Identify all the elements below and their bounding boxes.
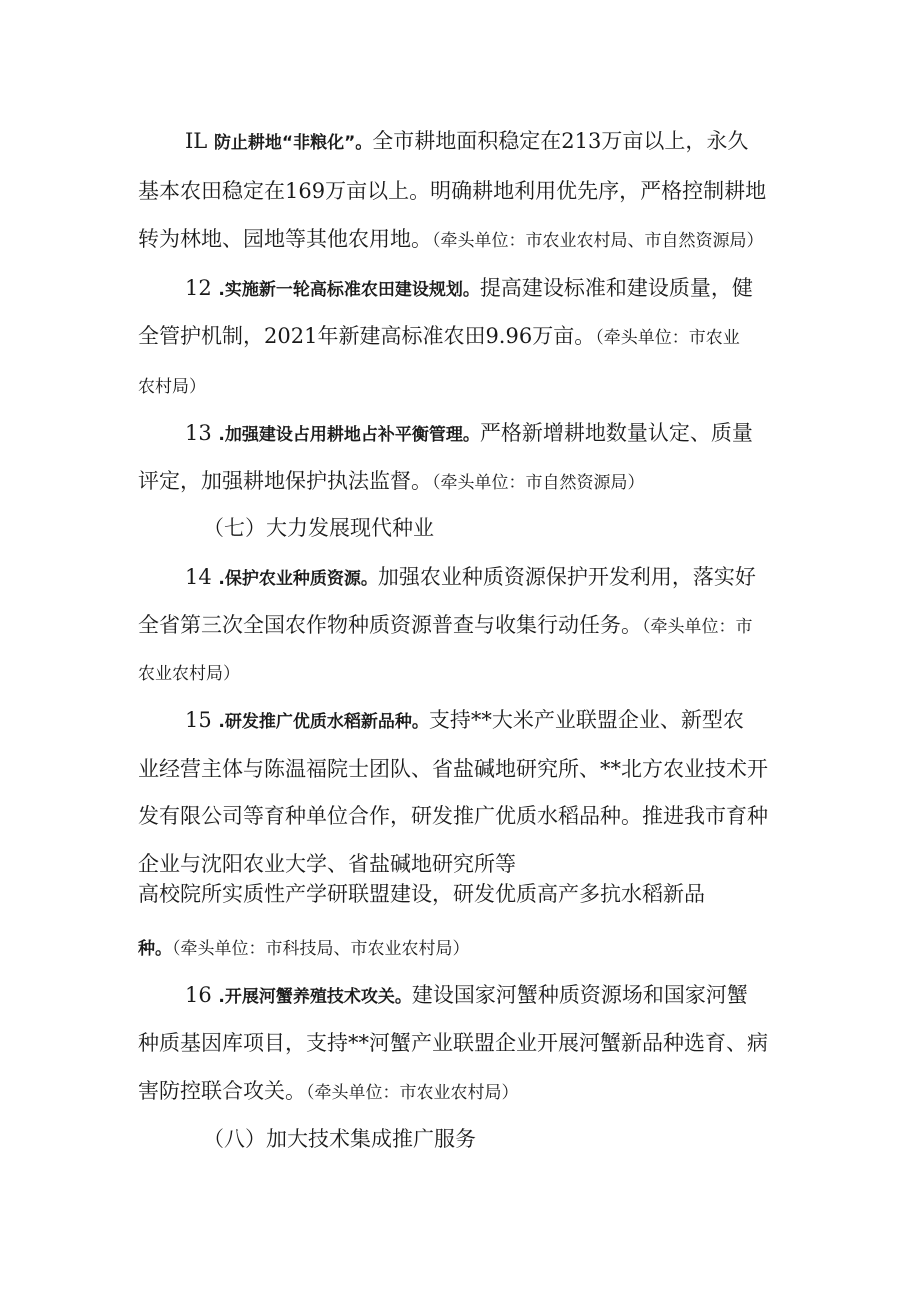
section-8-heading xyxy=(203,1129,476,1150)
item-14-line-1 xyxy=(185,567,756,588)
item-12-lead-unit-a: （牵头单位：市农业 xyxy=(595,328,740,348)
item-11-text-3: 转为林地、园地等其他农用地。 xyxy=(138,227,432,251)
item-11-text-1: 全市耕地面积稳定在213万亩以上，永久 xyxy=(372,129,749,153)
item-12-text-1: 提高建设标准和建设质量，健 xyxy=(479,276,753,300)
item-16-text-2: 种质基因库项目，支持**河蟹产业联盟企业开展河蟹新品种选育、病 xyxy=(138,1031,768,1055)
item-15-line-1 xyxy=(185,710,744,731)
item-11-number: IL xyxy=(185,129,208,153)
item-12-title: .实施新一轮高标准农田建设规划。 xyxy=(218,280,480,300)
item-14-text-2: 全省第三次全国农作物种质资源普查与收集行动任务。 xyxy=(138,613,642,637)
item-15-line-2 xyxy=(138,759,768,780)
item-13-line-1 xyxy=(185,423,753,444)
item-16-line-1 xyxy=(185,985,748,1006)
item-16-title: .开展河蟹养殖技术攻关。 xyxy=(218,987,412,1007)
item-14-lead-unit-b: 农业农村局） xyxy=(138,664,240,684)
item-13-lead-unit: （牵头单位：市自然资源局） xyxy=(432,473,645,493)
item-14-text-1: 加强农业种质资源保护开发利用，落实好 xyxy=(377,565,756,589)
item-12-text-2: 全管护机制，2021年新建高标准农田9.96万亩。 xyxy=(138,324,596,348)
item-15-text-3: 发有限公司等育种单位合作，研发推广优质水稻品种。推进我市育种 xyxy=(138,804,768,828)
item-16-line-2 xyxy=(138,1033,768,1054)
item-15-text-4: 企业与沈阳农业大学、省盐碱地研究所等 xyxy=(138,852,516,876)
item-16-line-3 xyxy=(138,1081,519,1102)
item-16-number: 16 xyxy=(185,983,212,1007)
item-13-line-2 xyxy=(138,471,645,492)
item-12-line-2 xyxy=(138,326,740,347)
item-15-line-3 xyxy=(138,806,768,827)
item-14-number: 14 xyxy=(185,565,212,589)
section-7-title: （七）大力发展现代种业 xyxy=(203,516,434,540)
item-14-line-2 xyxy=(138,615,753,636)
item-14-line-3 xyxy=(138,662,240,683)
item-15-title-tail: 种。 xyxy=(138,939,172,959)
section-7-heading xyxy=(203,518,434,539)
item-11-line-3 xyxy=(138,229,764,250)
item-11-line-1 xyxy=(185,131,748,152)
item-15-text-2: 业经营主体与陈温福院士团队、省盐碱地研究所、**北方农业技术开 xyxy=(138,757,768,781)
item-12-number: 12 xyxy=(185,276,212,300)
item-15-line-6 xyxy=(138,937,470,958)
item-11-text-2: 基本农田稳定在169万亩以上。明确耕地利用优先序，严格控制耕地 xyxy=(138,179,767,203)
item-11-line-2 xyxy=(138,181,766,202)
item-15-text-5: 高校院所实质性产学研联盟建设，研发优质高产多抗水稻新品 xyxy=(138,882,705,906)
item-15-lead-unit: （牵头单位：市科技局、市农业农村局） xyxy=(172,939,470,959)
item-15-text-1: 支持**大米产业联盟企业、新型农 xyxy=(428,708,744,732)
item-14-title: .保护农业种质资源。 xyxy=(218,569,378,589)
item-16-text-1: 建设国家河蟹种质资源场和国家河蟹 xyxy=(411,983,748,1007)
item-16-text-3: 害防控联合攻关。 xyxy=(138,1079,306,1103)
item-12-lead-unit-b: 农村局） xyxy=(138,377,206,397)
item-13-number: 13 xyxy=(185,421,212,445)
item-14-lead-unit-a: （牵头单位：市 xyxy=(642,617,753,637)
item-15-line-4 xyxy=(138,854,516,875)
item-11-lead-unit: （牵头单位：市农业农村局、市自然资源局） xyxy=(432,231,764,251)
item-13-text-1: 严格新增耕地数量认定、质量 xyxy=(479,421,753,445)
item-15-title: .研发推广优质水稻新品种。 xyxy=(218,712,429,732)
section-8-title: （八）加大技术集成推广服务 xyxy=(203,1127,476,1151)
item-16-lead-unit: （牵头单位：市农业农村局） xyxy=(306,1083,519,1103)
item-15-line-5 xyxy=(138,884,705,905)
item-11-title: 防止耕地“非粮化”。 xyxy=(213,133,373,153)
item-13-title: .加强建设占用耕地占补平衡管理。 xyxy=(218,425,480,445)
item-15-number: 15 xyxy=(185,708,212,732)
item-12-line-1 xyxy=(185,278,753,299)
item-12-line-3 xyxy=(138,375,206,396)
item-13-text-2: 评定，加强耕地保护执法监督。 xyxy=(138,469,432,493)
